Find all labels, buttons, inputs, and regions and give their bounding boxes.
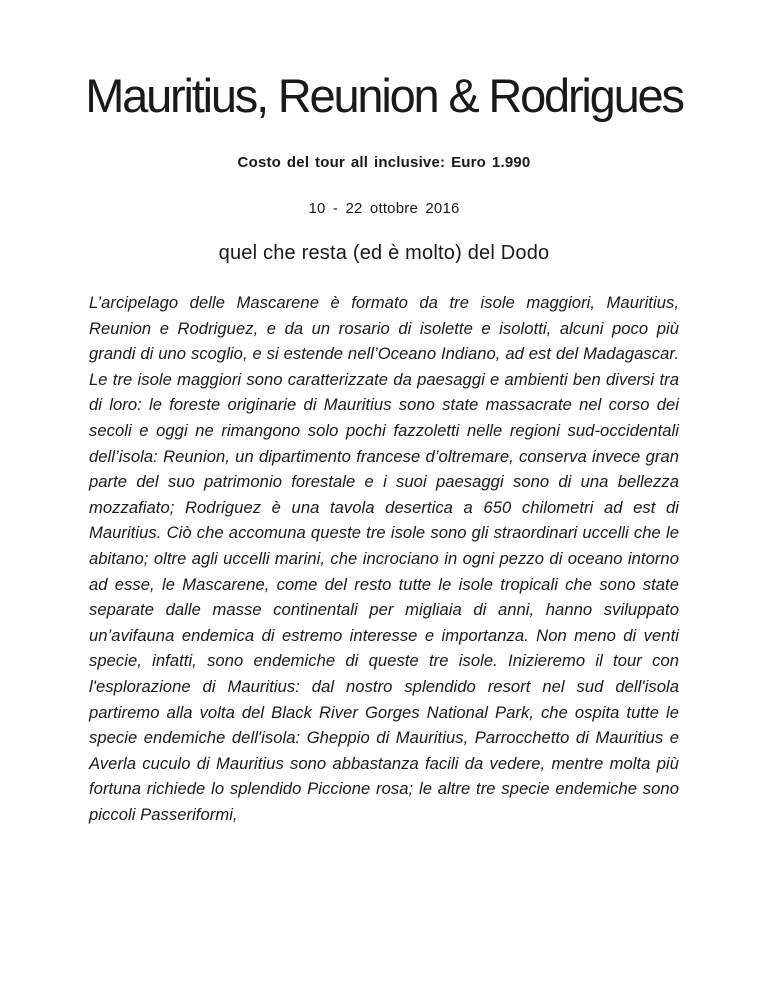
body-paragraph: L’arcipelago delle Mascarene è formato da tre isole maggiori, Mauritius, Reunion e Rodriguez, e da un rosario di isolette e isolotti, alcuni poco più grandi di uno scoglio, e si estende nell’Oceano Indiano, ad est del Madagascar. Le tre isole maggiori sono caratterizzate da paesaggi e ambienti ben diversi tra di loro: le foreste originarie di Mauritius sono state massacrate nel corso dei secoli e oggi ne rimangono solo pochi fazzoletti nelle regioni sud-occidentali dell’isola: Reunion, un dipartimento francese d’oltremare, conserva invece gran parte del suo patrimonio forestale e i suoi paesaggi sono di una bellezza mozzafiato; Rodriguez è una tavola desertica a 650 chilometri ad est di Mauritius. Ciò che accomuna queste tre isole sono gli straordinari uccelli che le abitano; oltre agli uccelli marini, che incrociano in ogni pezzo di oceano intorno ad esse, le Mascarene, come del resto tutte le isole tropicali che sono state separate dalle masse continentali per migliaia di anni, hanno sviluppato un’avifauna endemica di estremo interesse e importanza. Non meno di venti specie, infatti, sono endemiche di queste tre isole. Inizieremo il tour con l'esplorazione di Mauritius: dal nostro splendido resort nel sud dell'isola partiremo alla volta del Black River Gorges National Park, che ospita tutte le specie endemiche dell'isola: Gheppio di Mauritius, Parrocchetto di Mauritius e Averla cuculo di Mauritius sono abbastanza facili da vedere, mentre molta più fortuna richiede lo splendido Piccione rosa; le altre tre specie endemiche sono piccoli Passeriformi, bbox=[89, 293, 679, 824]
page-title: Mauritius, Reunion & Rodrigues bbox=[85, 69, 683, 122]
subtitle: quel che resta (ed è molto) del Dodo bbox=[218, 242, 550, 264]
tour-dates: 10 - 22 ottobre 2016 bbox=[308, 200, 460, 217]
tour-cost: Costo del tour all inclusive: Euro 1.990 bbox=[237, 154, 531, 171]
